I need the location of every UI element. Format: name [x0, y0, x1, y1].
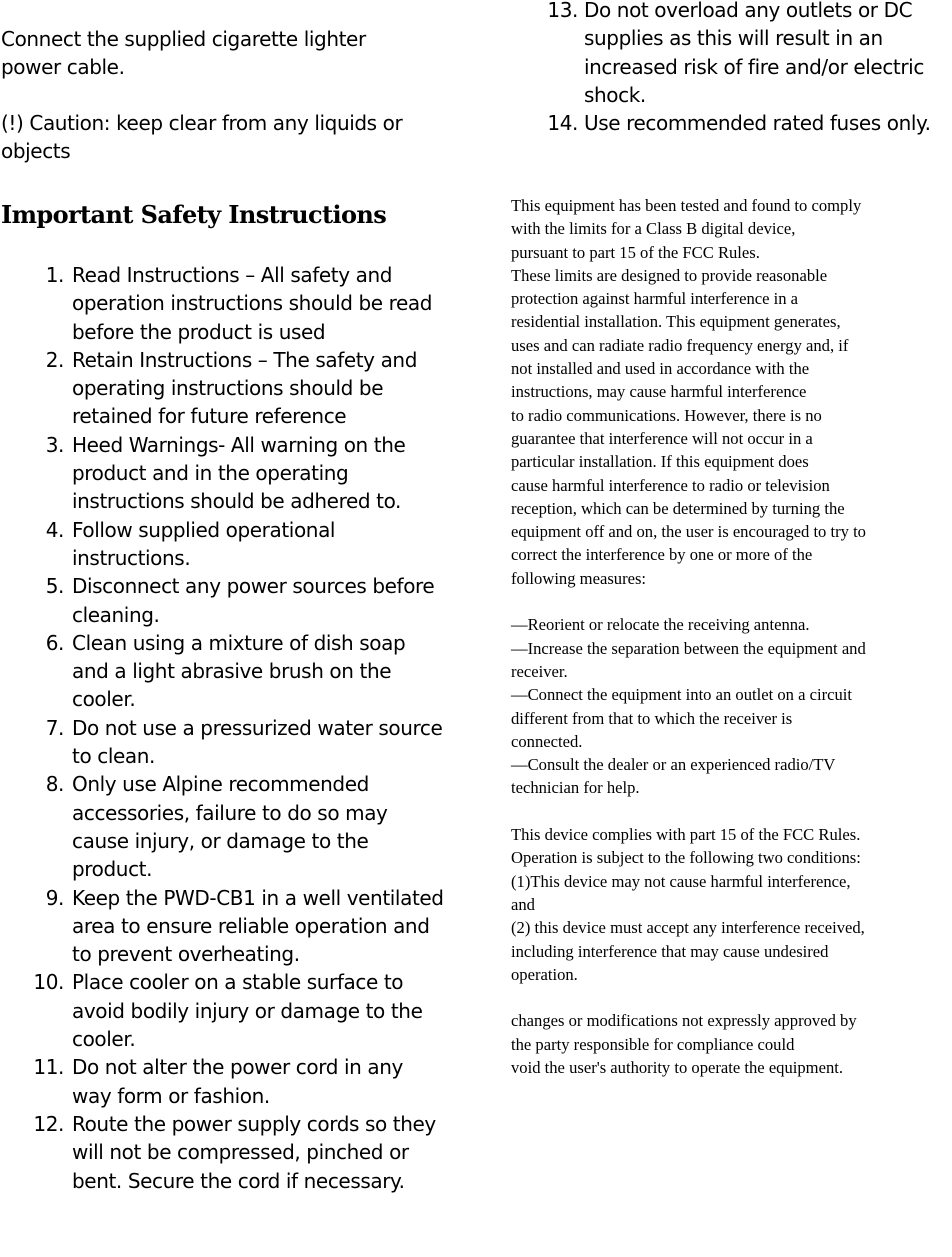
- list-text: Heed Warnings- All warning on the product and in the operating instructions should be adhered to.: [72, 432, 406, 514]
- list-number: 5.: [45, 574, 64, 599]
- list-text: Do not use a pressurized water source to clean.: [72, 715, 443, 769]
- spacer: [511, 590, 951, 613]
- list-number: 14.: [547, 111, 578, 136]
- fcc-compliance: (1)This device may not cause harmful interference,: [511, 871, 851, 891]
- fcc-line: pursuant to part 15 of the FCC Rules.: [511, 242, 760, 262]
- list-text: Follow supplied operational instructions.: [72, 517, 336, 570]
- fcc-line: correct the interference by one or more of the: [511, 545, 813, 565]
- fcc-line: particular installation. If this equipment does: [511, 452, 809, 472]
- safety-list: [0, 261, 445, 1195]
- fcc-line: This equipment has been tested and found to comply: [511, 196, 862, 215]
- list-item: [0, 1053, 445, 1110]
- list-text: Clean using a mixture of dish soap and a light abrasive brush on the cooler.: [72, 630, 406, 712]
- fcc-line: residential installation. This equipment generates,: [511, 312, 841, 332]
- fcc-line: protection against harmful interference in a: [511, 289, 799, 309]
- list-item: [0, 431, 445, 516]
- fcc-line: with the limits for a Class B digital device,: [511, 219, 796, 239]
- list-number: 6.: [45, 630, 64, 655]
- fcc-measure: —Reorient or relocate the receiving antenna.: [511, 615, 810, 635]
- fcc-changes: void the user's authority to operate the equipment.: [511, 1057, 844, 1077]
- power-cable-instruction: Connect the supplied cigarette lighter power cable.: [1, 27, 366, 80]
- fcc-line: to radio communications. However, there is no: [511, 405, 822, 425]
- fcc-compliance: operation.: [511, 964, 578, 984]
- fcc-compliance: Operation is subject to the following two conditions:: [511, 848, 861, 868]
- list-item: [510, 0, 952, 109]
- fcc-compliance: (2) this device must accept any interference received,: [511, 918, 865, 938]
- list-number: 2.: [45, 347, 64, 372]
- fcc-measure: different from that to which the receiver is: [511, 708, 793, 728]
- list-number: 13.: [547, 0, 578, 22]
- fcc-measure: —Connect the equipment into an outlet on a circuit: [511, 685, 853, 705]
- list-number: 4.: [45, 517, 64, 542]
- list-text: Retain Instructions – The safety and operating instructions should be retained for future reference: [72, 347, 418, 429]
- list-number: 7.: [45, 715, 64, 740]
- list-item: [0, 629, 445, 714]
- fcc-line: uses and can radiate radio frequency energy and, if: [511, 335, 849, 355]
- list-text: Do not overload any outlets or DC supplies as this will result in an increased risk of fire and/or electric shock.: [584, 0, 924, 107]
- fcc-line: instructions, may cause harmful interference: [511, 382, 807, 402]
- safety-heading: Important Safety Instructions: [1, 200, 387, 229]
- list-text: Use recommended rated fuses only.: [584, 111, 931, 136]
- fcc-changes: changes or modifications not expressly approved by: [511, 1011, 857, 1031]
- list-text: Only use Alpine recommended accessories, failure to do so may cause injury, or damage to the product.: [72, 772, 388, 882]
- fcc-line: These limits are designed to provide reasonable: [511, 265, 828, 285]
- list-text: Place cooler on a stable surface to avoid bodily injury or damage to the cooler.: [72, 970, 423, 1052]
- list-item: [0, 346, 445, 431]
- fcc-measure: —Increase the separation between the equipment and: [511, 638, 866, 658]
- list-number: 10.: [33, 970, 64, 995]
- list-text: Keep the PWD-CB1 in a well ventilated area to ensure reliable operation and to prevent overheating.: [72, 885, 444, 967]
- fcc-measure: —Consult the dealer or an experienced radio/TV: [511, 755, 836, 775]
- list-number: 3.: [45, 432, 64, 457]
- fcc-line: reception, which can be determined by turning the: [511, 498, 845, 518]
- list-number: 11.: [33, 1055, 64, 1080]
- list-item: [0, 572, 445, 629]
- fcc-line: not installed and used in accordance with the: [511, 359, 810, 379]
- fcc-measure: connected.: [511, 731, 583, 751]
- fcc-line: guarantee that interference will not occur in a: [511, 428, 813, 448]
- list-item: [510, 109, 952, 137]
- list-number: 12.: [33, 1111, 64, 1136]
- list-item: [0, 261, 445, 346]
- list-text: Disconnect any power sources before cleaning.: [72, 574, 435, 627]
- list-text: Read Instructions – All safety and operation instructions should be read before the product is used: [72, 263, 433, 344]
- list-item: [0, 884, 445, 969]
- fcc-line: following measures:: [511, 568, 647, 588]
- fcc-compliance: including interference that may cause undesired: [511, 941, 829, 961]
- list-item: [0, 1110, 445, 1195]
- list-item: [0, 968, 445, 1053]
- list-item: [0, 516, 445, 573]
- spacer: [511, 986, 951, 1009]
- list-item: [0, 714, 445, 771]
- spacer: [511, 800, 951, 823]
- safety-list-continued: [510, 0, 952, 137]
- caution-note: (!) Caution: keep clear from any liquids or objects: [1, 111, 403, 164]
- list-number: 8.: [45, 772, 64, 797]
- fcc-measure: receiver.: [511, 661, 568, 681]
- list-number: 1.: [45, 263, 64, 287]
- list-text: Do not alter the power cord in any way form or fashion.: [72, 1055, 403, 1108]
- fcc-compliance: This device complies with part 15 of the FCC Rules.: [511, 825, 861, 845]
- fcc-measure: technician for help.: [511, 778, 640, 798]
- fcc-line: equipment off and on, the user is encouraged to try to: [511, 522, 866, 542]
- fcc-line: cause harmful interference to radio or television: [511, 475, 830, 495]
- fcc-compliance: and: [511, 894, 535, 914]
- list-text: Route the power supply cords so they will not be compressed, pinched or bent. Secure the cord if necessary.: [72, 1111, 436, 1193]
- fcc-changes: the party responsible for compliance could: [511, 1034, 795, 1054]
- list-item: [0, 770, 445, 883]
- list-number: 9.: [45, 885, 64, 910]
- fcc-statement: [511, 194, 951, 1079]
